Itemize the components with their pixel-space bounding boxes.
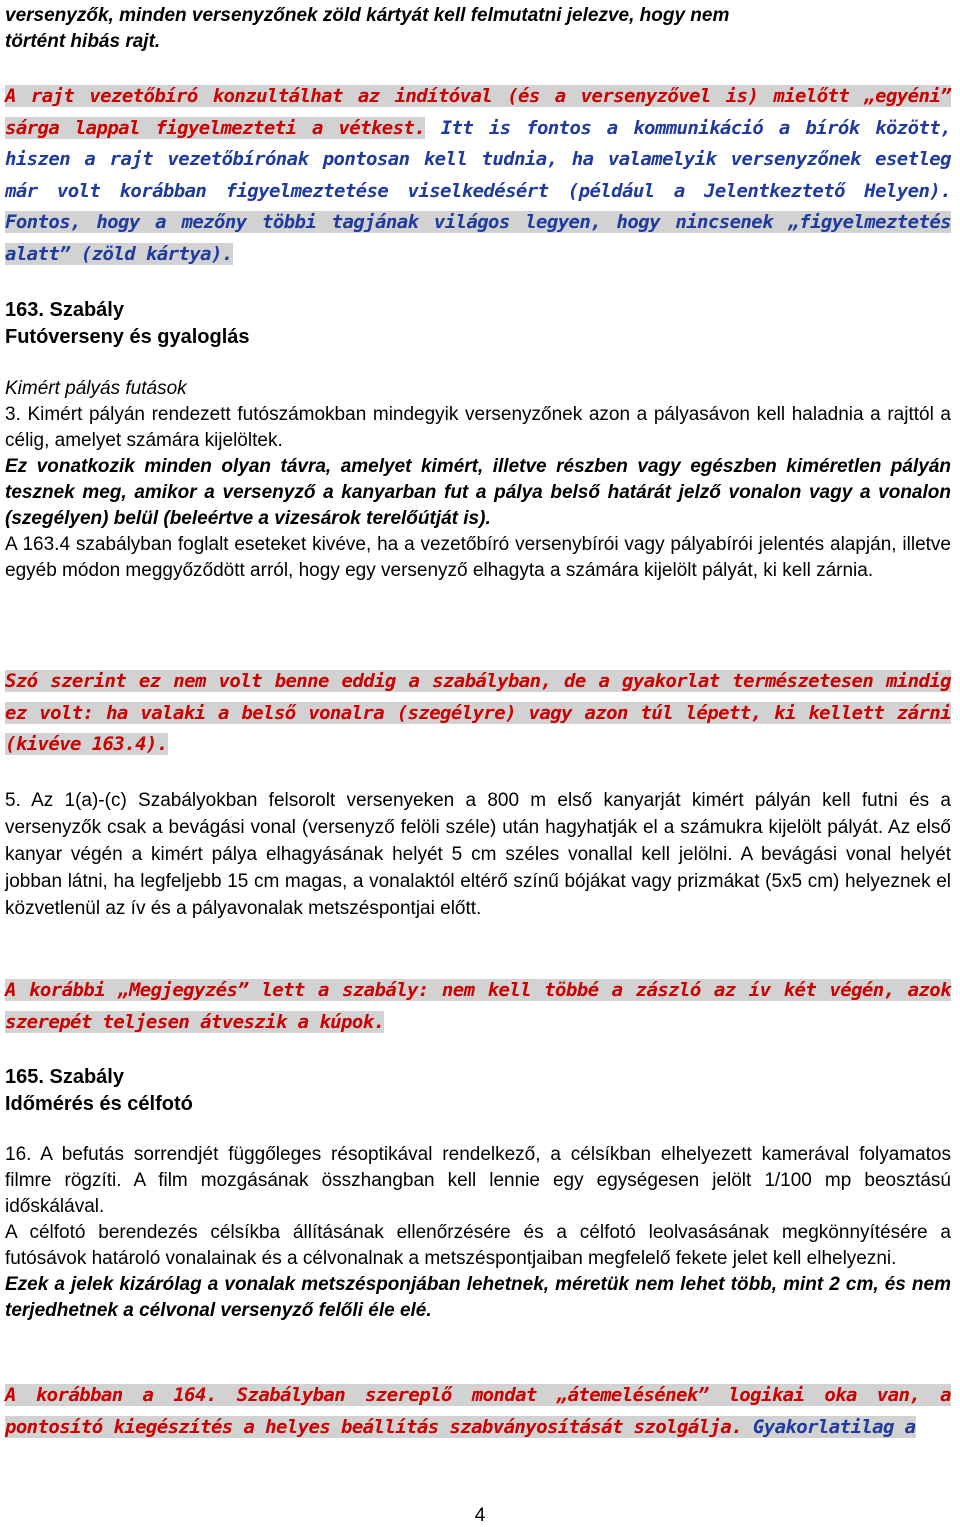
page-number: 4 bbox=[474, 1505, 486, 1526]
rule-163-p3: A 163.4 szabályban foglalt eseteket kivéve, ha a vezetőbíró versenybírói vagy pályabírói jelentés alapján, illetve egyéb módon meggyőződött arról, hogy egy versenyző elhagyta a számára kijelölt pályát, ki kell zárnia. bbox=[5, 534, 951, 581]
comment-3 bbox=[5, 975, 951, 1038]
rule-165-heading bbox=[5, 1064, 951, 1118]
rule-165-title: Időmérés és célfotó bbox=[5, 1093, 193, 1115]
rule-163-heading bbox=[5, 297, 951, 351]
comment-4-tail: Gyakorlatilag a bbox=[742, 1415, 916, 1438]
comment-4 bbox=[5, 1380, 951, 1443]
rule-163-p1: 3. Kimért pályán rendezett futószámokban mindegyik versenyzőnek azon a pályasávon kell haladnia a rajttól a célig, amelyet számára kijelöltek. bbox=[5, 404, 951, 451]
top-paragraph-line2: történt hibás rajt. bbox=[5, 31, 161, 52]
comment-1-tail: Fontos, hogy a mezőny többi tagjának világos legyen, hogy nincsenek „figyelmeztetés alatt” (zöld kártya). bbox=[5, 211, 951, 265]
rule-163-subtitle: Kimért pályás futások bbox=[5, 378, 187, 399]
rule-163-p2: Ez vonatkozik minden olyan távra, amelyet kimért, illetve részben vagy egészben kiméretlen pályán tesznek meg, amikor a versenyző a kanyarban fut a pálya belső határát jelző vonalon vagy a vonalon (szegélyen) belül (beleértve a vizesárok terelőútját is). bbox=[5, 456, 951, 529]
rule-163-number: 163. Szabály bbox=[5, 299, 124, 321]
comment-1-lead: A rajt vezetőbíró konzultálhat az indítóval (és a versenyzővel is) mielőtt „egyéni” sárga lappal figyelmezteti a vétkest. bbox=[5, 85, 951, 139]
comment-3-text: A korábbi „Megjegyzés” lett a szabály: nem kell többé a zászló az ív két végén, azok szerepét teljesen átveszik a kúpok. bbox=[5, 979, 951, 1033]
rule-165-number: 165. Szabály bbox=[5, 1066, 124, 1088]
comment-2 bbox=[5, 666, 951, 761]
rule-165-p1: 16. A befutás sorrendjét függőleges résoptikával rendelkező, a célsíkban elhelyezett kamerával folyamatos filmre rögzíti. A film mozgásának összhangban kell lennie egy egységesen jelölt 1/100 mp beosztású időskálával. bbox=[5, 1144, 951, 1217]
top-paragraph bbox=[5, 3, 951, 55]
rule-165-p2: A célfotó berendezés célsíkba állításának ellenőrzésére és a célfotó leolvasásának megkönnyítésére a futósávok határoló vonalainak és a célvonalnak a metszéspontjaiban megfelelő fekete jelet kell elhelyezni. bbox=[5, 1222, 951, 1269]
top-paragraph-line1: versenyzők, minden versenyzőnek zöld kártyát kell felmutatni jelezve, hogy nem bbox=[5, 5, 730, 26]
comment-1-rest: Itt is fontos a kommunikáció a bírók között, hiszen a rajt vezetőbírónak pontosan kell tudnia, ha valamelyik versenyzőnek esetleg már volt korábban figyelmeztetése viselkedésért (például a Jelentkeztető Helyen). bbox=[5, 116, 951, 202]
rule-163-body bbox=[5, 402, 951, 584]
comment-4-text: A korábban a 164. Szabályban szereplő mondat „átemelésének” logikai oka van, a pontosító kiegészítés a helyes beállítás szabványosítását szolgálja. bbox=[5, 1384, 951, 1438]
comment-1 bbox=[5, 81, 951, 270]
rule-165-p3: Ezek a jelek kizárólag a vonalak metszésponjában lehetnek, méretük nem lehet több, mint 2 cm, és nem terjedhetnek a célvonal versenyző felőli éle elé. bbox=[5, 1274, 951, 1321]
rule-165-body bbox=[5, 1142, 951, 1324]
comment-2-text: Szó szerint ez nem volt benne eddig a szabályban, de a gyakorlat természetesen mindig ez volt: ha valaki a belső vonalra (szegélyre) vagy azon túl lépett, ki kellett zárni (kivéve 163.4). bbox=[5, 670, 951, 755]
rule-163-5: 5. Az 1(a)-(c) Szabályokban felsorolt versenyeken a 800 m első kanyarját kimért pályán kell futni és a versenyzők csak a bevágási vonal (versenyző felöli széle) után hagyhatják el a számukra kijelölt pályát. Az első kanyar végén a kimért pálya elhagyásának helyét 5 cm széles vonallal kell jelölni. A bevágási vonal helyét jobban látni, ha legfeljebb 15 cm magas, a vonalaktól eltérő színű bójákat vagy prizmákat (5x5 cm) helyeznek el közvetlenül az ív és a pályavonalak metszéspontjai előtt. bbox=[5, 790, 951, 919]
rule-163-title: Futóverseny és gyaloglás bbox=[5, 326, 250, 348]
